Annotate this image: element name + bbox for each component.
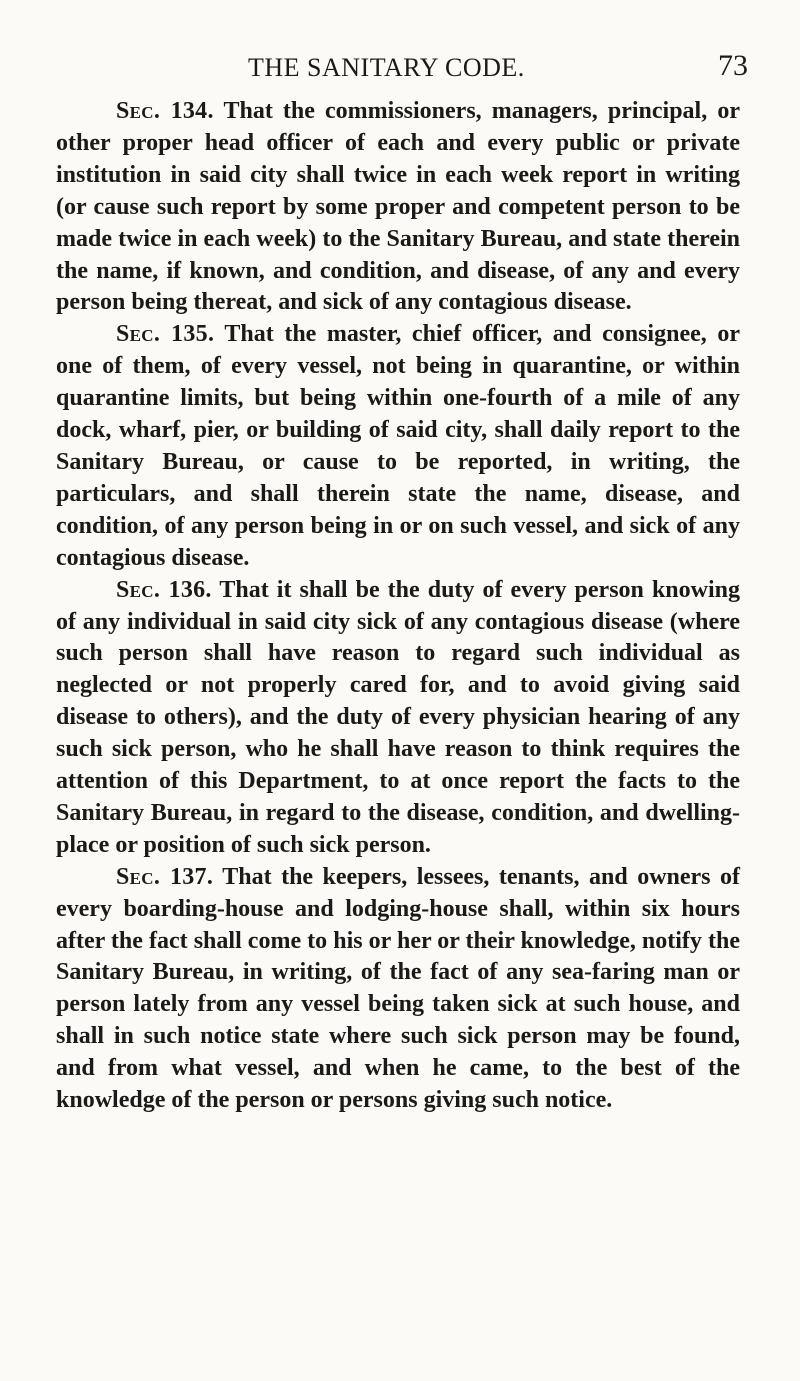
section-text: That it shall be the duty of every person knowing of any individual in said city sick of any contagious disease (where such person shall have reason to regard such individual as neglected or not properly cared for, and to avoid giving said disease to others), and the duty of every physician hearing of any such sick person, who he shall have reason to think requires the attention of this Department, to at once report the facts to the Sanitary Bureau, in regard to the disease, condition, and dwelling-place or position of such sick person. (56, 576, 740, 858)
section-label: Sec. 136. (116, 576, 212, 603)
body-text (56, 96, 740, 1117)
page-number: 73 (718, 49, 748, 82)
running-title: THE SANITARY CODE. (248, 53, 525, 82)
section-label: Sec. 135. (116, 321, 215, 348)
section-137 (56, 862, 740, 1117)
section-label: Sec. 137. (116, 863, 214, 890)
section-135 (56, 319, 740, 574)
section-text: That the master, chief officer, and consignee, or one of them, of every vessel, not being in quarantine, or within quarantine limits, but being within one-fourth of a mile of any dock, wharf, pier, or building of said city, shall daily report to the Sanitary Bureau, or cause to be reported, in writing, the particulars, and shall therein state the name, disease, and condition, of any person being in or on such vessel, and sick of any contagious disease. (56, 321, 740, 571)
section-136 (56, 575, 740, 862)
running-head (0, 50, 800, 86)
section-text: That the keepers, lessees, tenants, and owners of every boarding-house and lodging-house shall, within six hours after the fact shall come to his or her or their knowledge, notify the Sanitary Bureau, in writing, of the fact of any sea-faring man or person lately from any vessel being taken sick at such house, and shall in such notice state where such sick person may be found, and from what vessel, and when he came, to the best of the knowledge of the person or persons giving such notice. (56, 863, 740, 1114)
section-134 (56, 96, 740, 319)
section-label: Sec. 134. (116, 98, 214, 124)
section-text: That the commissioners, managers, principal, or other proper head officer of each and every public or private institution in said city shall twice in each week report in writing (or cause such report by some proper and competent person to be made twice in each week) to the Sanitary Bureau, and state therein the name, if known, and condition, and disease, of any and every person being thereat, and sick of any contagious disease. (56, 98, 740, 316)
